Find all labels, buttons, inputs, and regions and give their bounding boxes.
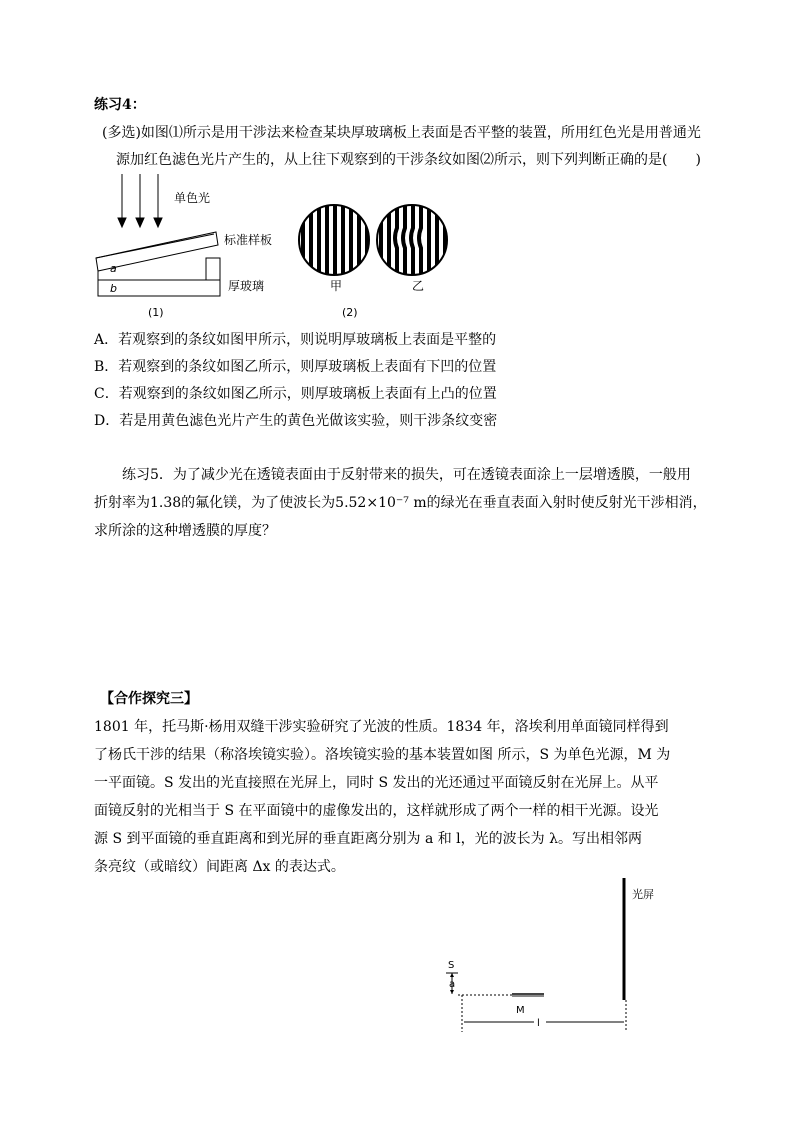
jia-label: 甲 <box>330 279 343 293</box>
mirror-label: M <box>516 1005 525 1016</box>
option-c: C．若观察到的条纹如图乙所示，则厚玻璃板上表面有上凸的位置 <box>94 386 497 402</box>
label-b: b <box>110 282 117 295</box>
ex5-line2: 折射率为1.38的氟化镁，为了使波长为5.52×10⁻⁷ m的绿光在垂直表面入射时使反射光干涉相消， <box>94 495 707 511</box>
glass-label: 厚玻璃 <box>228 279 265 293</box>
ex5-line3: 求所涂的这种增透膜的厚度？ <box>94 523 276 539</box>
fringe-jia <box>299 202 369 282</box>
coop-line-3: 一平面镜。S 发出的光直接照在光屏上，同时 S 发出的光还通过平面镜反射在光屏上。从平 <box>94 775 659 791</box>
plate-label: 标准样板 <box>224 233 273 247</box>
ex4-heading: 练习4： <box>94 97 146 113</box>
yi-label: 乙 <box>412 279 425 293</box>
fringe-yi <box>377 202 447 282</box>
ex4-question-line1: (多选)如图⑴所示是用干涉法来检查某块厚玻璃板上表面是否平整的装置，所用红色光是用普通光 <box>102 125 701 141</box>
lloyd-mirror-figure <box>430 872 670 1042</box>
fig1-caption: (1) <box>148 306 164 319</box>
fig2-caption: (2) <box>342 306 358 319</box>
distance-a-label: a <box>449 979 456 990</box>
screen-label: 光屏 <box>632 888 654 901</box>
source-label: S <box>448 960 455 971</box>
option-b: B．若观察到的条纹如图乙所示，则厚玻璃板上表面有下凹的位置 <box>94 359 497 375</box>
coop-line-5: 源 S 到平面镜的垂直距离和到光屏的垂直距离分别为 a 和 l，光的波长为 λ。写出相邻两 <box>94 831 642 847</box>
coop-line-1: 1801 年，托马斯·杨用双缝干涉实验研究了光波的性质。1834 年，洛埃利用单面镜同样得到 <box>94 719 669 735</box>
light-label: 单色光 <box>174 191 211 205</box>
ex4-figure <box>94 172 456 322</box>
coop-line-6: 条亮纹（或暗纹）间距离 Δx 的表达式。 <box>94 859 345 875</box>
ex5-line1: 练习5．为了减少光在透镜表面由于反射带来的损失，可在透镜表面涂上一层增透膜，一般用 <box>122 467 691 483</box>
label-a: a <box>110 262 117 275</box>
option-a: A．若观察到的条纹如图甲所示，则说明厚玻璃板上表面是平整的 <box>94 332 497 348</box>
coop-heading: 【合作探究三】 <box>100 691 198 707</box>
distance-l-label: l <box>537 1018 540 1029</box>
light-arrows <box>118 174 162 227</box>
coop-line-2: 了杨氏干涉的结果（称洛埃镜实验）。洛埃镜实验的基本装置如图 所示，S 为单色光源，M 为 <box>94 747 671 763</box>
spacer <box>206 258 220 280</box>
option-d: D．若是用黄色滤色光片产生的黄色光做该实验，则干涉条纹变密 <box>94 413 498 429</box>
ex4-question-line2: 源加红色滤色光片产生的，从上往下观察到的干涉条纹如图⑵所示，则下列判断正确的是( ) <box>116 152 701 168</box>
coop-line-4: 面镜反射的光相当于 S 在平面镜中的虚像发出的，这样就形成了两个一样的相干光源。设光 <box>94 803 659 819</box>
